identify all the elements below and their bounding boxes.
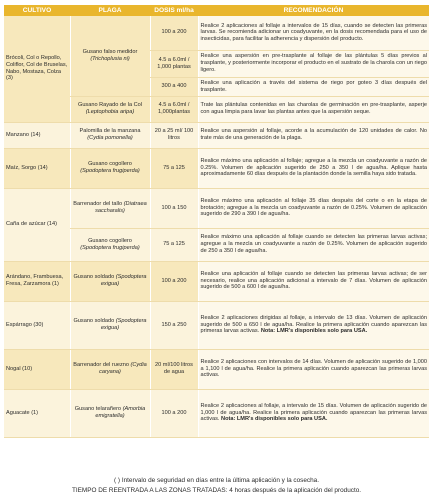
dosis-cell: 4.5 a 6.0ml / 1,000plantas — [150, 96, 198, 122]
recomendacion-cell — [198, 389, 429, 437]
recomendacion-cell: Realice una aplicación a través del sistema de riego por goteo 3 días después del trasplante. — [198, 77, 429, 96]
cultivo-cell: Maíz, Sorgo (14) — [4, 148, 70, 188]
plaga-cell: Gusano soldado (Spodoptera exigua) — [70, 261, 150, 301]
plaga-cell: Gusano telarañero (Amorbia emigratella) — [70, 389, 150, 437]
scientific-name: (Leptophobia aripa) — [85, 109, 135, 115]
header-cultivo: CULTIVO — [4, 5, 70, 16]
recomendacion-cell: Realice 2 aplicaciones con intervalos de 14 días. Volumen de aplicación sugerido de 1,000 a 1,100 l de agua/ha. Realice la primera aplicación cuando aparezcan las primeras larvas activas. — [198, 349, 429, 389]
cultivo-cell: Caña de azúcar (14) — [4, 188, 70, 261]
table-row — [4, 301, 429, 349]
lmr-note: Nota: LMR's disponibles solo para USA. — [260, 328, 368, 335]
dosis-cell: 4.5 a 6.0ml / 1,000 plantas — [150, 50, 198, 77]
scientific-name: (Cydia caryana) — [99, 362, 147, 375]
recomendacion-cell — [198, 301, 429, 349]
recomendacion-cell: Realice máximo una aplicación al follaje cuando se detecten las primeras larvas activas; agregue a la mezcla un coadyuvante a razón de 0.25%. Volumen de aplicación sugerido de 250 a 350 l de agua/ha. — [198, 228, 429, 261]
dosis-cell: 100 a 200 — [150, 261, 198, 301]
plaga-cell: Barrenador del ruezno (Cydia caryana) — [70, 349, 150, 389]
scientific-name: (Spodoptera exigua) — [100, 274, 147, 287]
lmr-note: Nota: LMR's disponibles solo para USA. — [221, 416, 328, 423]
cultivo-cell: Espárrago (30) — [4, 301, 70, 349]
table-header — [4, 5, 429, 16]
plaga-text: Gusano falso medidor (Trichoplusia ni) — [82, 49, 138, 62]
recomendacion-cell: Realice máximo una aplicación al follaje; agregue a la mezcla un coadyuvante a razón de 0.25%. Volumen de aplicación sugerido de 250 a 350 l de agua/ha. Aplique hasta aproximadamente 60 días después de la plantación donde la semilla haya sido tratada. — [198, 148, 429, 188]
table-row — [4, 188, 429, 228]
header-recomendacion: RECOMENDACIÓN — [198, 5, 429, 16]
plaga-cell: Gusano Rayado de la Col (Leptophobia aripa) — [70, 96, 150, 122]
header-plaga: PLAGA — [70, 5, 150, 16]
dosis-cell: 20 ml/100 litros de agua — [150, 349, 198, 389]
table-row — [4, 148, 429, 188]
plaga-cell: Gusano cogollero (Spodoptera frugiperda) — [70, 228, 150, 261]
dosis-cell: 100 a 150 — [150, 188, 198, 228]
plaga-cell: Gusano soldado (Spodoptera exigua) — [70, 301, 150, 349]
table-row — [4, 349, 429, 389]
table-row — [4, 261, 429, 301]
cultivo-cell: Arándano, Frambuesa, Fresa, Zarzamora (1) — [4, 261, 70, 301]
dosis-cell: 20 a 25 ml/ 100 litros — [150, 122, 198, 148]
scientific-name: (Spodoptera frugiperda) — [80, 244, 140, 251]
header-dosis: DOSIS ml/ha — [150, 5, 198, 16]
table-row — [4, 16, 429, 50]
dosis-cell: 150 a 250 — [150, 301, 198, 349]
recomendacion-text: Realice 2 aplicaciones dirigidas al follaje, a intervalo de 13 días. Volumen de aplicación sugerido de 500 a 650 l de agua/ha. Realice la primera aplicación cuando aparezcan las primeras larvas activas. — [200, 314, 427, 335]
scientific-name: (Spodoptera exigua) — [100, 318, 147, 331]
recomendacion-cell: Realice una aspersión al follaje, acorde a la acumulación de 120 unidades de calor. No trate más de una generación de la plaga. — [198, 122, 429, 148]
cultivo-cell: Brócoli, Col o Repollo, Coliflor, Col de Bruselas, Nabo, Mostaza, Colza (3) — [4, 16, 70, 122]
recomendacion-cell: Realice 2 aplicaciones al follaje a intervalos de 15 días, cuando se detecten las primeras larvas. Se recomienda adicionar un coadyuvante, en la dosis recomendada para el uso de insecticidas, para facilitar la adherencia y dispersión del producto. — [198, 16, 429, 50]
plaga-cell: Gusano cogollero (Spodoptera frugiperda) — [70, 148, 150, 188]
scientific-name: (Spodoptera frugiperda) — [80, 168, 140, 174]
table-row — [4, 122, 429, 148]
scientific-name: (Cydia pomonella) — [87, 135, 133, 141]
recomendacion-cell: Realice una aspersión en pre-trasplante al follaje de las plántulas 5 días previos al trasplante, y posteriormente incorporar el producto en el sustrato de la charola con un riego ligero. — [198, 50, 429, 77]
dosage-table — [4, 5, 429, 438]
plaga-cell — [70, 16, 150, 96]
dosis-cell: 100 a 200 — [150, 389, 198, 437]
scientific-name: (Trichoplusia ni) — [90, 55, 130, 62]
scientific-name: (Diatraea saccharalis) — [95, 201, 147, 214]
recomendacion-cell: Realice una aplicación al follaje cuando se detecten las primeras larvas activas; de ser necesario, realice una aplicación adicional a intervalo de 7 días. Volumen de aplicación sugerido de 500 a 600 l de agua/ha. — [198, 261, 429, 301]
dosis-cell: 100 a 200 — [150, 16, 198, 50]
table-row — [4, 389, 429, 437]
cultivo-cell: Manzano (14) — [4, 122, 70, 148]
recomendacion-cell: Realice máximo una aplicación al follaje 35 días después del corte o en la etapa de brotación; agregue a la mezcla un coadyuvante a razón de 0.25%. Volumen de aplicación sugerido de 290 a 390 l de agua/ha. — [198, 188, 429, 228]
cultivo-cell: Aguacate (1) — [4, 389, 70, 437]
footer-interval-note: ( ) Intervalo de seguridad en días entre la última aplicación y la cosecha. — [114, 477, 319, 484]
cultivo-cell: Nogal (10) — [4, 349, 70, 389]
footer-reentry-note: TIEMPO DE REENTRADA A LAS ZONAS TRATADAS: 4 horas después de la aplicación del producto. — [71, 487, 362, 494]
plaga-cell: Palomilla de la manzana (Cydia pomonella) — [70, 122, 150, 148]
scientific-name: (Amorbia emigratella) — [95, 406, 146, 419]
plaga-cell: Barrenador del tallo (Diatraea saccharalis) — [70, 188, 150, 228]
dosis-cell: 75 a 125 — [150, 148, 198, 188]
dosis-cell: 75 a 125 — [150, 228, 198, 261]
recomendacion-text: Realice 2 aplicaciones al follaje, a intervalo de 15 días. Volumen de aplicación sugerido de 1,000 l de agua/ha. Realice la primera aplicación cuando aparezcan las primeras larvas activas. — [200, 402, 427, 423]
recomendacion-cell: Trate las plántulas contenidas en las charolas de germinación en pre-trasplante, asperje con agua limpia para lavar las plantas antes que la aspersión seque. — [198, 96, 429, 122]
dosis-cell: 300 a 400 — [150, 77, 198, 96]
